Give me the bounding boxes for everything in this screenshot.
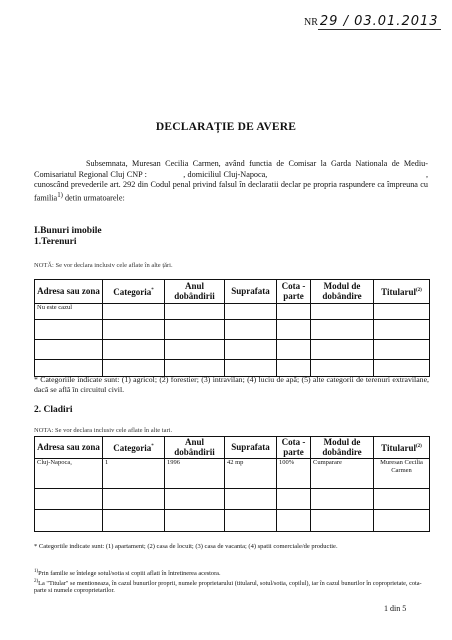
- footnote-2: $^{2)}$La "Titular" se mentioneaza, în cazul bunurilor proprii, numele proprietarului (titularul, sotul/sotia, copilul), iar în cazul bunurilor în coproprietate, cota-parte si numele coproprietarilor.: [34, 578, 422, 595]
- table-cell: Cluj-Napoca,: [35, 459, 103, 489]
- table-row: [35, 360, 430, 377]
- table-cell: [374, 304, 430, 320]
- col-header-adresa: Adresa sau zona: [35, 280, 103, 304]
- col-header-cota: Cota - parte: [277, 437, 311, 459]
- col-header-cota: Cota - parte: [277, 280, 311, 304]
- table-header-row: [35, 437, 430, 459]
- table-cell: Nu este cazul: [35, 304, 103, 320]
- col-header-categoria: Categoria*: [103, 437, 165, 459]
- table-header-row: [35, 280, 430, 304]
- table-cell: 1996: [165, 459, 225, 489]
- col-header-anul: Anul dobândirii: [165, 437, 225, 459]
- table-row: [35, 510, 430, 532]
- col-header-modul: Modul de dobândire: [311, 437, 374, 459]
- footnote-ref-1: 1): [57, 191, 63, 199]
- footnotes: [34, 568, 429, 595]
- col-header-categoria: Categoria*: [103, 280, 165, 304]
- page-number: 1 din 5: [384, 604, 407, 613]
- table-cell: 1: [103, 459, 165, 489]
- table-row: [35, 340, 430, 360]
- table-row: [35, 489, 430, 510]
- table-cell: 42 mp: [225, 459, 277, 489]
- table-row: [35, 304, 430, 320]
- table-cell: Muresan Cecilia Carmen: [374, 459, 430, 489]
- section1-category-footnote: * Categoriile indicate sunt: (1) agricol; (2) forestier; (3) intravilan; (4) luciu de apă; (5) alte categorii de terenuri extravilane, dacă se află în circuitul civil.: [34, 375, 429, 394]
- col-header-adresa: Adresa sau zona: [35, 437, 103, 459]
- section1-note: NOTĂ: Se vor declara inclusiv cele aflate în alte țări.: [34, 262, 173, 269]
- intro-text-1: Subsemnata, Muresan Cecilia Carmen, având functia de Comisar la Garda Nationala de Mediu-Comisariatul Regional Cluj CNP: [34, 159, 428, 179]
- redacted-cnp: :: [144, 169, 184, 179]
- intro-text-2: , domiciliul Cluj-Napoca,: [183, 169, 268, 179]
- registration-number: [304, 14, 441, 29]
- table-cell: 100%: [277, 459, 311, 489]
- footnote-1: $^{1)}$Prin familie se întelege sotul/sotia si copiii aflati în întretinerea acestora.: [34, 569, 221, 578]
- section-heading-bunuri: [34, 226, 102, 248]
- table-cell: [277, 304, 311, 320]
- section2-category-footnote: * Categoriile indicate sunt: (1) apartament; (2) casa de locuit; (3) casa de vacanta; (4) spatii comerciale/de productie.: [34, 543, 338, 550]
- section1-subheading: 1.Terenuri: [34, 237, 77, 247]
- table-row: [35, 459, 430, 489]
- table-cell: [165, 304, 225, 320]
- intro-text-4: detin urmatoarele:: [62, 193, 125, 203]
- nr-handwritten-value: 29 / 03.01.2013: [319, 14, 439, 29]
- table-row: [35, 320, 430, 340]
- section2-heading: 2. Cladiri: [34, 405, 73, 415]
- cladiri-table: [34, 436, 430, 532]
- table-cell: [103, 304, 165, 320]
- nr-label: NR: [304, 17, 318, 28]
- intro-paragraph: [34, 159, 428, 204]
- col-header-anul: Anul dobândirii: [165, 280, 225, 304]
- redacted-address: [267, 170, 426, 179]
- col-header-suprafata: Suprafata: [225, 280, 277, 304]
- table-cell: [225, 304, 277, 320]
- intro-text-3: , cunoscând prevederile art. 292 din Codul penal privind falsul în declaratii declar pe propria raspundere ca împreuna cu familia: [34, 169, 429, 203]
- table-cell: [311, 304, 374, 320]
- col-header-suprafata: Suprafata: [225, 437, 277, 459]
- col-header-titularul: Titularul$^{(2)}$: [374, 280, 430, 304]
- section1-heading: I.Bunuri imobile: [34, 226, 102, 236]
- terenuri-table: [34, 279, 430, 377]
- document-title: DECLARAȚIE DE AVERE: [155, 121, 297, 133]
- col-header-modul: Modul de dobândire: [311, 280, 374, 304]
- table-cell: Cumparare: [311, 459, 374, 489]
- section2-note: NOTA: Se vor declara inclusiv cele aflate în alte tari.: [34, 427, 173, 434]
- col-header-titularul: Titularul$^{(2)}$: [374, 437, 430, 459]
